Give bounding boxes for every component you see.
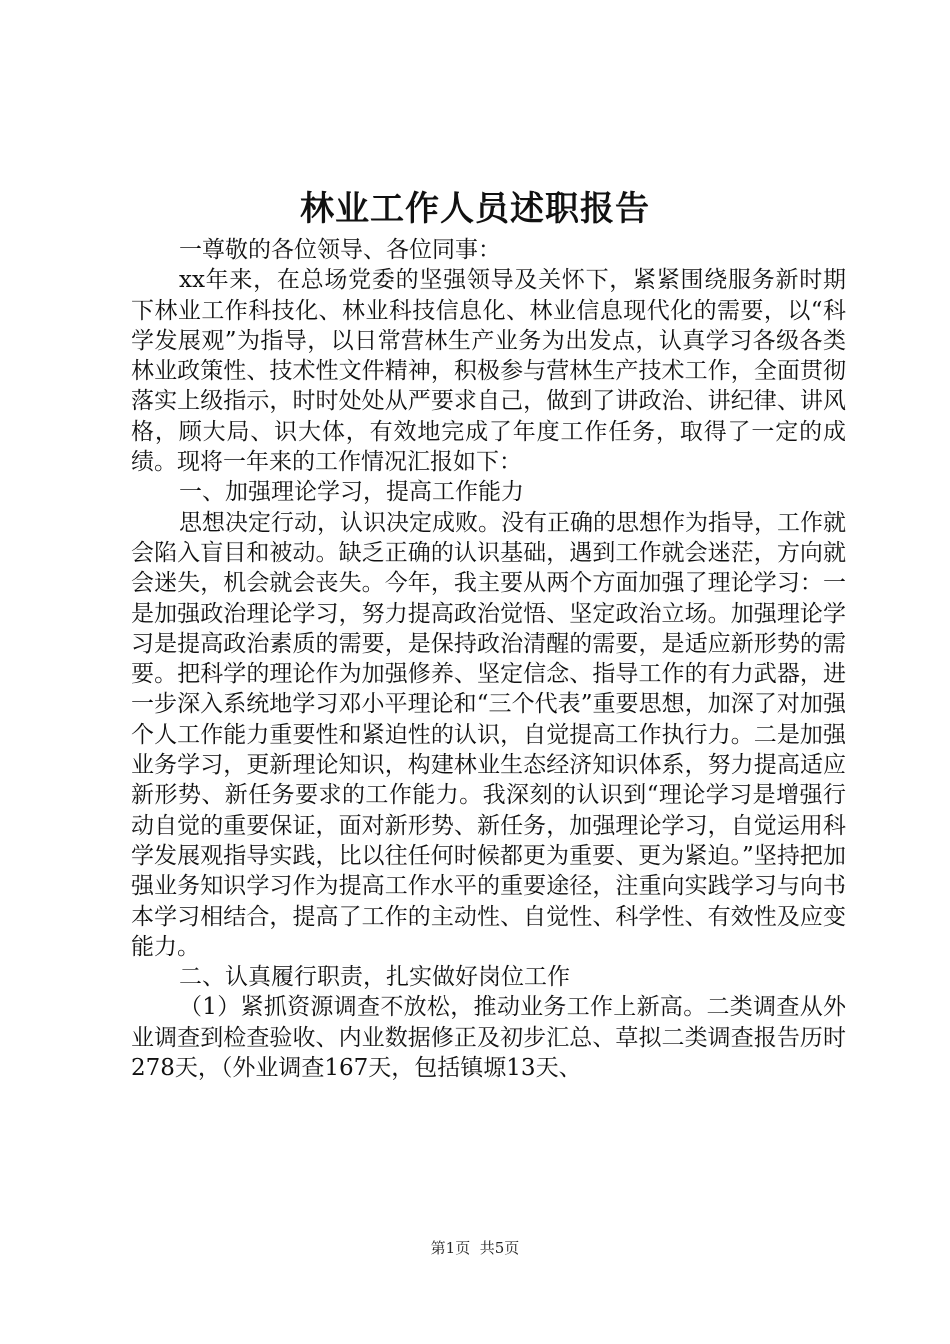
page-total: 共5页	[479, 1239, 520, 1257]
document-body	[131, 235, 846, 1083]
body-paragraph-intro: xx年来，在总场党委的坚强领导及关怀下，紧紧围绕服务新时期下林业工作科技化、林业科技信息化、林业信息现代化的需要，以“科学发展观”为指导，以日常营林生产业务为出发点，认真学习各级各类林业政策性、技术性文件精神，积极参与营林生产技术工作，全面贯彻落实上级指示，时时处处从严要求自己，做到了讲政治、讲纪律、讲风格，顾大局、识大体，有效地完成了年度工作任务，取得了一定的成绩。现将一年来的工作情况汇报如下：	[131, 267, 846, 476]
section-heading-2: 二、认真履行职责，扎实做好岗位工作	[179, 964, 570, 991]
page-footer	[0, 1238, 950, 1258]
page-number: 第1页	[430, 1239, 471, 1257]
body-paragraph-theory: 思想决定行动，认识决定成败。没有正确的思想作为指导，工作就会陷入盲目和被动。缺乏正确的认识基础，遇到工作就会迷茫，方向就会迷失，机会就会丧失。今年，我主要从两个方面加强了理论学习：一是加强政治理论学习，努力提高政治觉悟、坚定政治立场。加强理论学习是提高政治素质的需要，是保持政治清醒的需要，是适应新形势的需要。把科学的理论作为加强修养、坚定信念、指导工作的有力武器，进一步深入系统地学习邓小平理论和“三个代表”重要思想，加深了对加强个人工作能力重要性和紧迫性的认识，自觉提高工作执行力。二是加强业务学习，更新理论知识，构建林业生态经济知识体系，努力提高适应新形势、新任务要求的工作能力。我深刻的认识到“理论学习是增强行动自觉的重要保证，面对新形势、新任务，加强理论学习，自觉运用科学发展观指导实践，比以往任何时候都更为重要、更为紧迫。”坚持把加强业务知识学习作为提高工作水平的重要途径，注重向实践学习与向书本学习相结合，提高了工作的主动性、自觉性、科学性、有效性及应变能力。	[131, 509, 846, 960]
body-paragraph-survey: （1）紧抓资源调查不放松，推动业务工作上新高。二类调查从外业调查到检查验收、内业数据修正及初步汇总、草拟二类调查报告历时278天，（外业调查167天，包括镇塬13天、	[131, 994, 846, 1082]
footer-separator	[470, 1239, 480, 1257]
section-heading-1: 一、加强理论学习，提高工作能力	[179, 479, 524, 506]
salutation: 一尊敬的各位领导、各位同事：	[179, 237, 501, 263]
document-title: 林业工作人员述职报告	[300, 189, 650, 229]
